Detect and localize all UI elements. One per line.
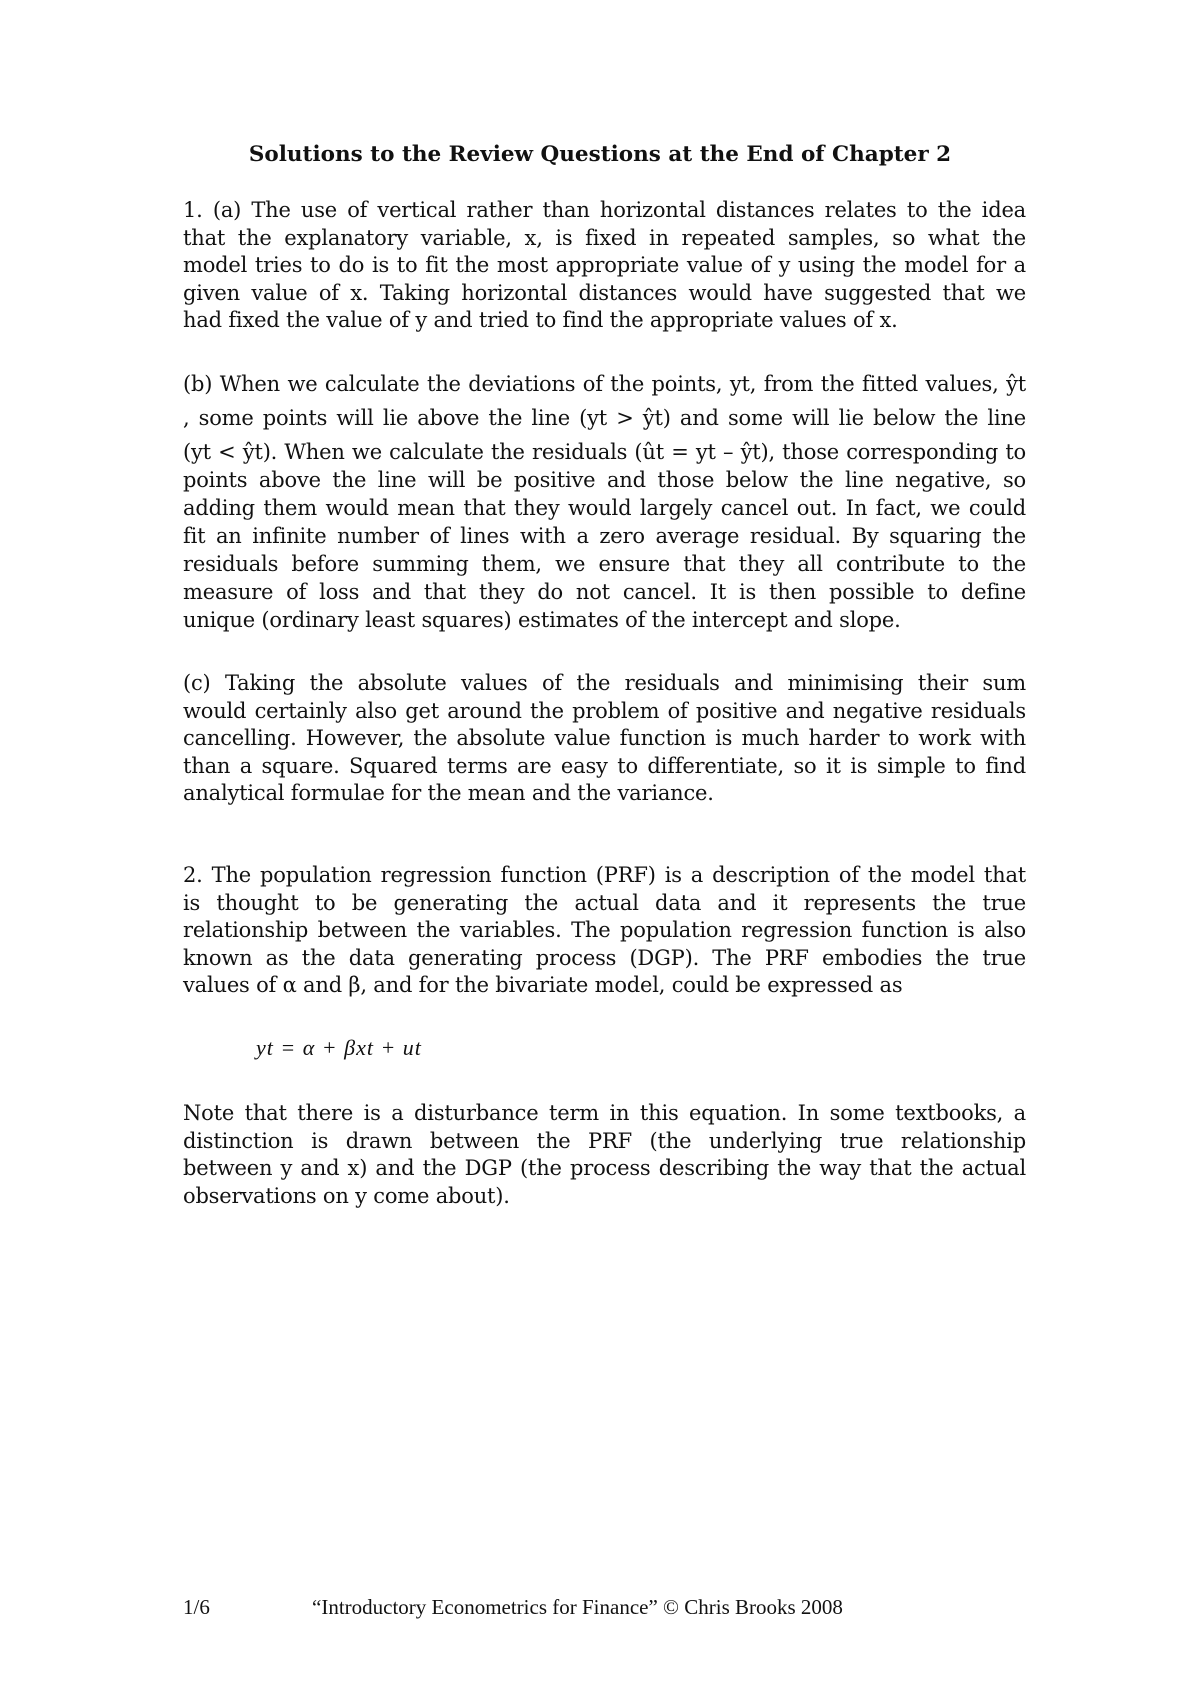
footer-credit: “Introductory Econometrics for Finance” © Chris Brooks 2008 bbox=[312, 1595, 843, 1619]
answer-1a-line: given value of x. Taking horizontal distances would have suggested that we bbox=[183, 280, 1026, 305]
answer-1c-line: than a square. Squared terms are easy to differentiate, so it is simple to find bbox=[183, 753, 1026, 778]
answer-1a bbox=[183, 197, 1026, 335]
note-line: distinction is drawn between the PRF (the underlying true relationship bbox=[183, 1128, 1026, 1153]
page-title: Solutions to the Review Questions at the End of Chapter 2 bbox=[248, 142, 952, 167]
answer-1b-line: (yt < ŷt). When we calculate the residuals (ût = yt – ŷt), those corresponding to bbox=[183, 440, 1026, 464]
prf-equation: yt = α + βxt + ut bbox=[256, 1035, 422, 1060]
answer-1b-line: points above the line will be positive and those below the line negative, so bbox=[183, 468, 1026, 492]
answer-1b-line: unique (ordinary least squares) estimates of the intercept and slope. bbox=[183, 608, 901, 632]
note-line: between y and x) and the DGP (the process describing the way that the actual bbox=[183, 1156, 1026, 1180]
answer-2-line: relationship between the variables. The population regression function is also bbox=[183, 918, 1026, 942]
page-number: 1/6 bbox=[183, 1595, 210, 1619]
answer-2-line: is thought to be generating the actual data and it represents the true bbox=[183, 890, 1026, 915]
note-line: observations on y come about). bbox=[183, 1183, 510, 1208]
answer-1a-line: that the explanatory variable, x, is fixed in repeated samples, so what the bbox=[183, 225, 1026, 250]
note-paragraph bbox=[183, 1100, 1026, 1210]
note-line: Note that there is a disturbance term in this equation. In some textbooks, a bbox=[183, 1101, 1026, 1125]
answer-1c-line: would certainly also get around the problem of positive and negative residuals bbox=[183, 698, 1026, 723]
answer-1b-line: , some points will lie above the line (yt > ŷt) and some will lie below the line bbox=[183, 406, 1026, 430]
answer-1a-line: model tries to do is to fit the most appropriate value of y using the model for a bbox=[183, 253, 1026, 277]
answer-1c-line: (c) Taking the absolute values of the residuals and minimising their sum bbox=[183, 671, 1026, 695]
answer-1b bbox=[183, 370, 1026, 634]
answer-1b-line: measure of loss and that they do not cancel. It is then possible to define bbox=[183, 580, 1026, 604]
answer-1a-line: had fixed the value of y and tried to find the appropriate values of x. bbox=[183, 308, 898, 332]
answer-1a-line: 1. (a) The use of vertical rather than horizontal distances relates to the idea bbox=[183, 198, 1026, 222]
answer-1c-line: analytical formulae for the mean and the variance. bbox=[183, 781, 714, 805]
answer-2-line: known as the data generating process (DGP). The PRF embodies the true bbox=[183, 945, 1026, 970]
answer-1b-line: fit an infinite number of lines with a zero average residual. By squaring the bbox=[183, 524, 1026, 548]
answer-2-line: values of α and β, and for the bivariate model, could be expressed as bbox=[183, 973, 903, 997]
answer-1c-line: cancelling. However, the absolute value function is much harder to work with bbox=[183, 726, 1026, 750]
answer-1b-line: adding them would mean that they would largely cancel out. In fact, we could bbox=[183, 496, 1026, 520]
answer-2 bbox=[183, 862, 1026, 1000]
answer-1b-line: residuals before summing them, we ensure that they all contribute to the bbox=[183, 552, 1026, 576]
answer-2-line: 2. The population regression function (PRF) is a description of the model that bbox=[183, 863, 1026, 887]
answer-1b-line: (b) When we calculate the deviations of the points, yt, from the fitted values, ŷt bbox=[183, 372, 1026, 396]
answer-1c bbox=[183, 670, 1026, 808]
